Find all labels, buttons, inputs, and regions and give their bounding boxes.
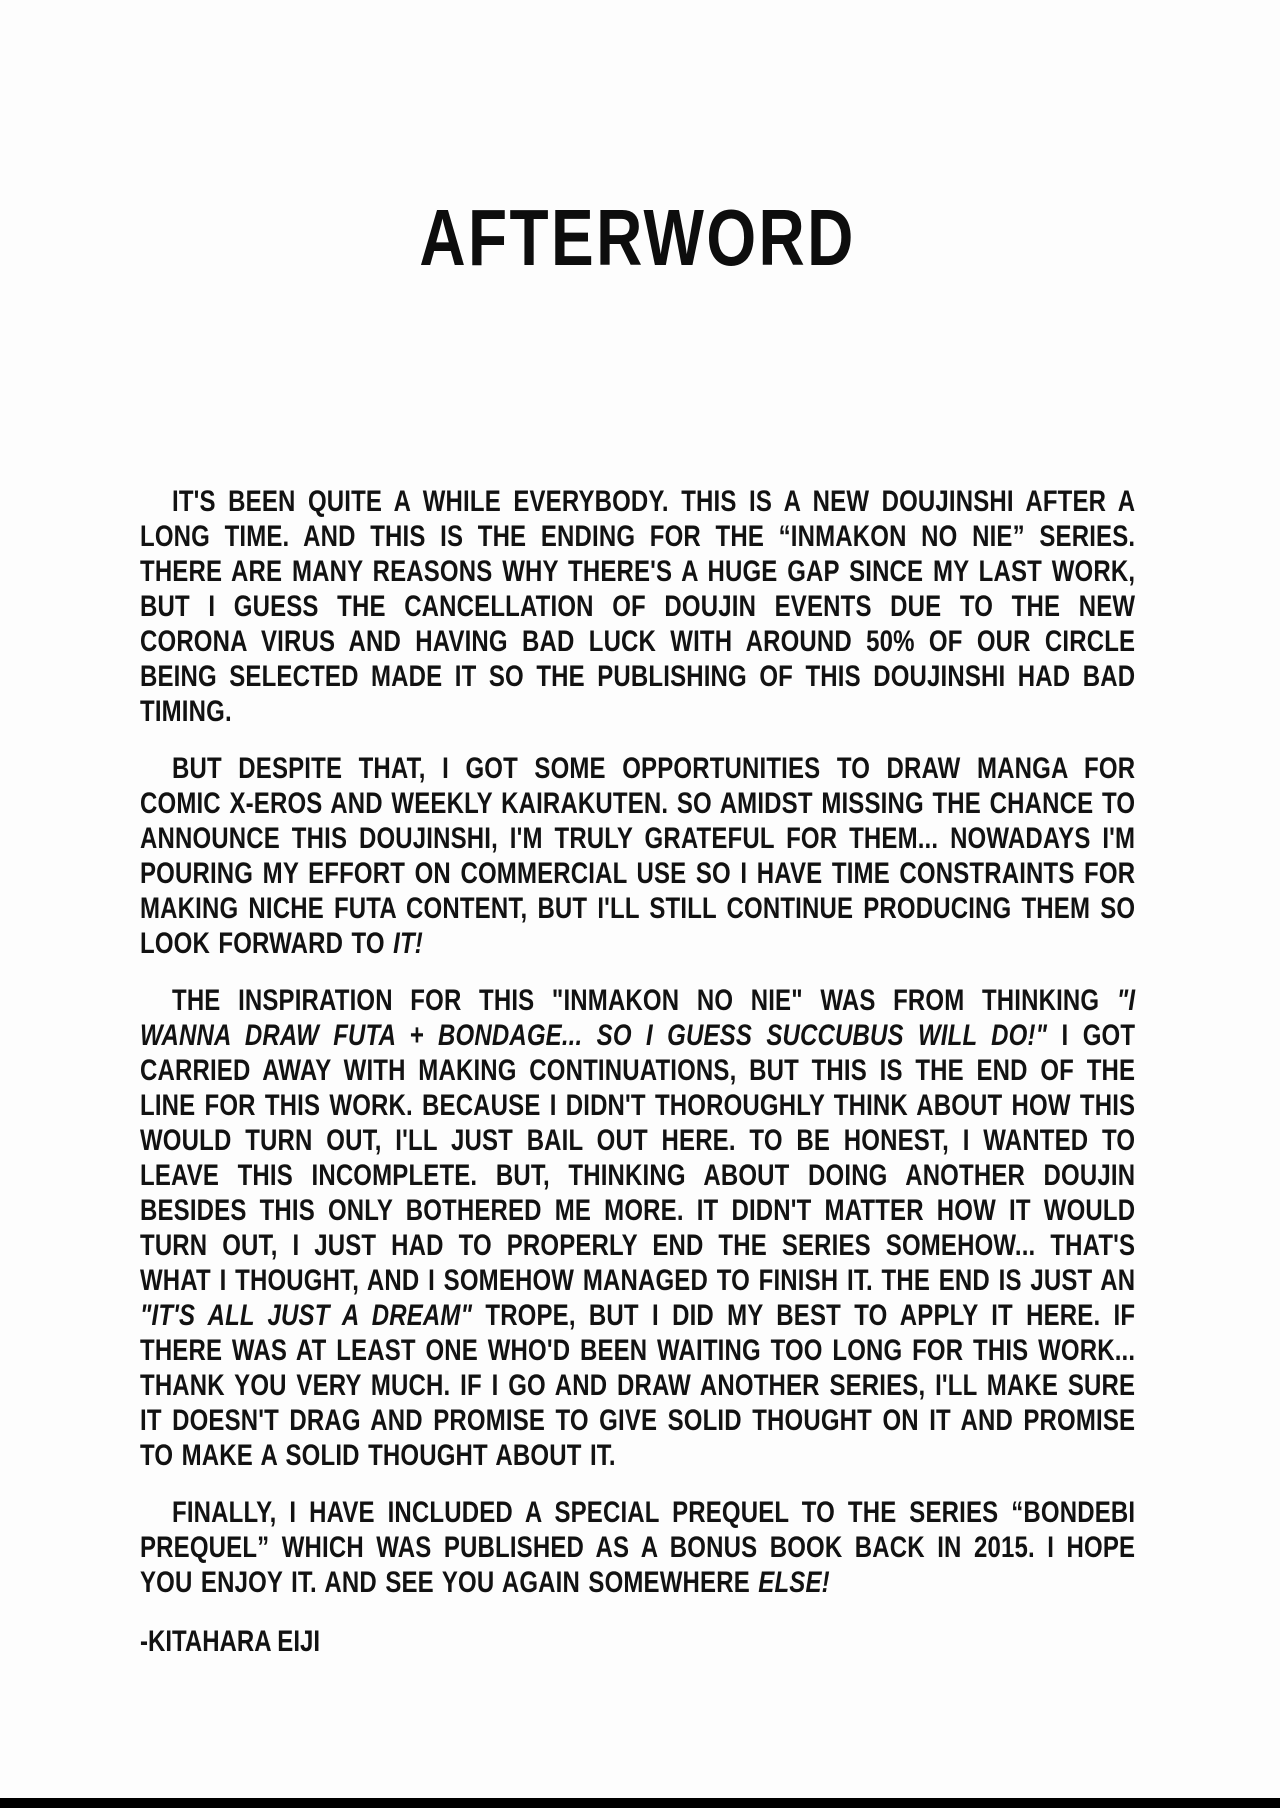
paragraph	[140, 484, 1135, 729]
author-signature: -KITAHARA EIJI	[140, 1625, 320, 1658]
text-segment: I GOT CARRIED AWAY WITH MAKING CONTINUATIONS, BUT THIS IS THE END OF THE LINE FOR THIS WORK. BECAUSE I DIDN'T THOROUGHLY THINK ABOUT HOW THIS WOULD TURN OUT, I'LL JUST BAIL OUT HERE. TO BE HONEST, I WANTED TO LEAVE THIS INCOMPLETE. BUT, THINKING ABOUT DOING ANOTHER DOUJIN BESIDES THIS ONLY BOTHERED ME MORE. IT DIDN'T MATTER HOW IT WOULD TURN OUT, I JUST HAD TO PROPERLY END THE SERIES SOMEHOW... THAT'S WHAT I THOUGHT, AND I SOMEHOW MANAGED TO FINISH IT. THE END IS JUST AN	[140, 1019, 1136, 1297]
text-segment: IT'S BEEN QUITE A WHILE EVERYBODY. THIS IS A NEW DOUJINSHI AFTER A LONG TIME. AND THIS IS THE ENDING FOR THE “INMAKON NO NIE” SERIES. THERE ARE MANY REASONS WHY THERE'S A HUGE GAP SINCE MY LAST WORK, BUT I GUESS THE CANCELLATION OF DOUJIN EVENTS DUE TO THE NEW CORONA VIRUS AND HAVING BAD LUCK WITH AROUND 50% OF OUR CIRCLE BEING SELECTED MADE IT SO THE PUBLISHING OF THIS DOUJINSHI HAD BAD TIMING.	[140, 485, 1136, 728]
text-segment: BUT DESPITE THAT, I GOT SOME OPPORTUNITIES TO DRAW MANGA FOR COMIC X-EROS AND WEEKLY KAIRAKUTEN. SO AMIDST MISSING THE CHANCE TO ANNOUNCE THIS DOUJINSHI, I'M TRULY GRATEFUL FOR THEM... NOWADAYS I'M POURING MY EFFORT ON COMMERCIAL USE SO I HAVE TIME CONSTRAINTS FOR MAKING NICHE FUTA CONTENT, BUT I'LL STILL CONTINUE PRODUCING THEM SO LOOK FORWARD TO	[140, 752, 1136, 960]
afterword-content	[140, 0, 1135, 1659]
afterword-title: AFTERWORD	[419, 193, 856, 282]
text-segment: FINALLY, I HAVE INCLUDED A SPECIAL PREQUEL TO THE SERIES “BONDEBI PREQUEL” WHICH WAS PUBLISHED AS A BONUS BOOK BACK IN 2015. I HOPE YOU ENJOY IT. AND SEE YOU AGAIN SOMEWHERE	[140, 1496, 1136, 1599]
italic-text-segment: ELSE!	[758, 1566, 830, 1599]
text-segment: THE INSPIRATION FOR THIS "INMAKON NO NIE" WAS FROM THINKING	[172, 984, 1117, 1017]
paragraph	[140, 983, 1135, 1473]
page-bottom-edge	[0, 1798, 1280, 1808]
paragraph	[140, 751, 1135, 961]
italic-text-segment: IT!	[393, 927, 423, 960]
italic-text-segment: "IT'S ALL JUST A DREAM"	[140, 1299, 473, 1332]
text-segment: TROPE, BUT I DID MY BEST TO APPLY IT HERE. IF THERE WAS AT LEAST ONE WHO'D BEEN WAITING TOO LONG FOR THIS WORK... THANK YOU VERY MUCH. IF I GO AND DRAW ANOTHER SERIES, I'LL MAKE SURE IT DOESN'T DRAG AND PROMISE TO GIVE SOLID THOUGHT ON IT AND PROMISE TO MAKE A SOLID THOUGHT ABOUT IT.	[140, 1299, 1136, 1472]
afterword-body	[140, 484, 1135, 1600]
italic-text-segment: "I WANNA DRAW FUTA + BONDAGE... SO I GUESS SUCCUBUS WILL DO!"	[140, 984, 1136, 1052]
paragraph	[140, 1495, 1135, 1600]
